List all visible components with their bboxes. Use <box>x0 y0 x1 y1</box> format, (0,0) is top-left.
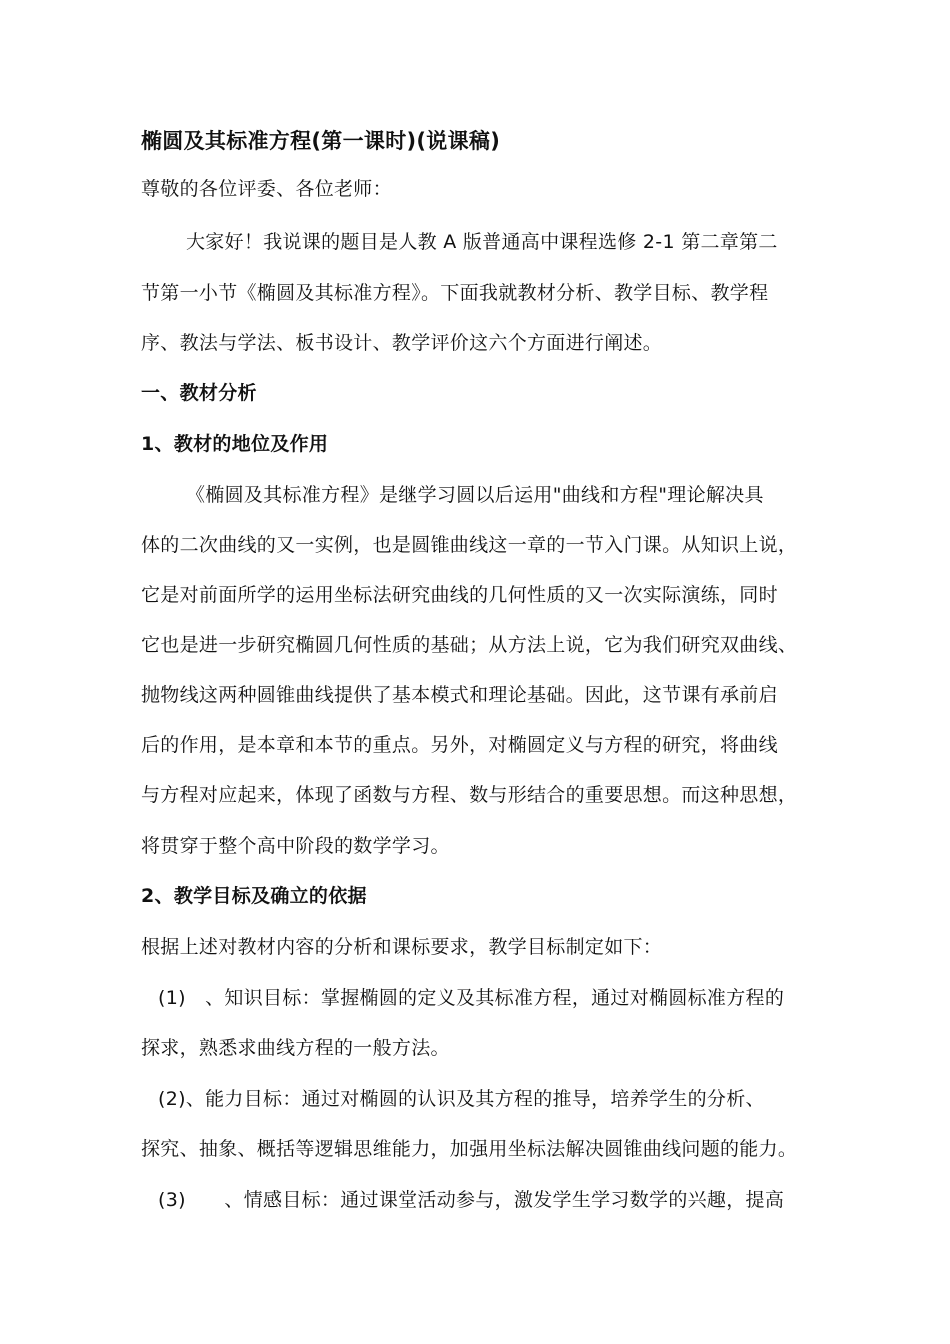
subsection-heading: 2、教学目标及确立的依据 <box>141 885 367 907</box>
paragraph-line: 将贯穿于整个高中阶段的数学学习。 <box>141 835 450 857</box>
intro-line: 节第一小节《椭圆及其标准方程》。下面我就教材分析、教学目标、教学程 <box>141 282 769 304</box>
paragraph-line: 体的二次曲线的又一实例，也是圆锥曲线这一章的一节入门课。从知识上说， <box>141 534 798 556</box>
intro-line: 大家好！我说课的题目是人教 A 版普通高中课程选修 2-1 第二章第二 <box>186 231 778 253</box>
subsection-heading: 1、教材的地位及作用 <box>141 433 329 455</box>
goal-line: (3) 、情感目标：通过课堂活动参与，激发学生学习数学的兴趣，提高 <box>158 1189 785 1211</box>
document-title: 椭圆及其标准方程(第一课时)(说课稿) <box>141 129 501 153</box>
paragraph-line: 它是对前面所学的运用坐标法研究曲线的几何性质的又一次实际演练，同时 <box>141 584 778 606</box>
goal-line: (1) 、知识目标：掌握椭圆的定义及其标准方程，通过对椭圆标准方程的 <box>158 987 785 1009</box>
intro-line: 序、教法与学法、板书设计、教学评价这六个方面进行阐述。 <box>141 332 663 354</box>
paragraph-line: 它也是进一步研究椭圆几何性质的基础；从方法上说，它为我们研究双曲线、 <box>141 634 798 656</box>
greeting: 尊敬的各位评委、各位老师： <box>141 178 392 200</box>
paragraph-line: 根据上述对教材内容的分析和课标要求，教学目标制定如下： <box>141 936 663 958</box>
goal-line: 探究、抽象、概括等逻辑思维能力，加强用坐标法解决圆锥曲线问题的能力。 <box>141 1138 798 1160</box>
goal-line: 探求，熟悉求曲线方程的一般方法。 <box>141 1037 450 1059</box>
paragraph-line: 与方程对应起来，体现了函数与方程、数与形结合的重要思想。而这种思想， <box>141 784 798 806</box>
paragraph-line: 抛物线这两种圆锥曲线提供了基本模式和理论基础。因此，这节课有承前启 <box>141 684 778 706</box>
paragraph-line: 《椭圆及其标准方程》是继学习圆以后运用"曲线和方程"理论解决具 <box>186 484 764 506</box>
paragraph-line: 后的作用，是本章和本节的重点。另外，对椭圆定义与方程的研究，将曲线 <box>141 734 778 756</box>
goal-line: (2)、能力目标：通过对椭圆的认识及其方程的推导，培养学生的分析、 <box>158 1088 765 1110</box>
section-heading: 一、教材分析 <box>141 382 257 404</box>
